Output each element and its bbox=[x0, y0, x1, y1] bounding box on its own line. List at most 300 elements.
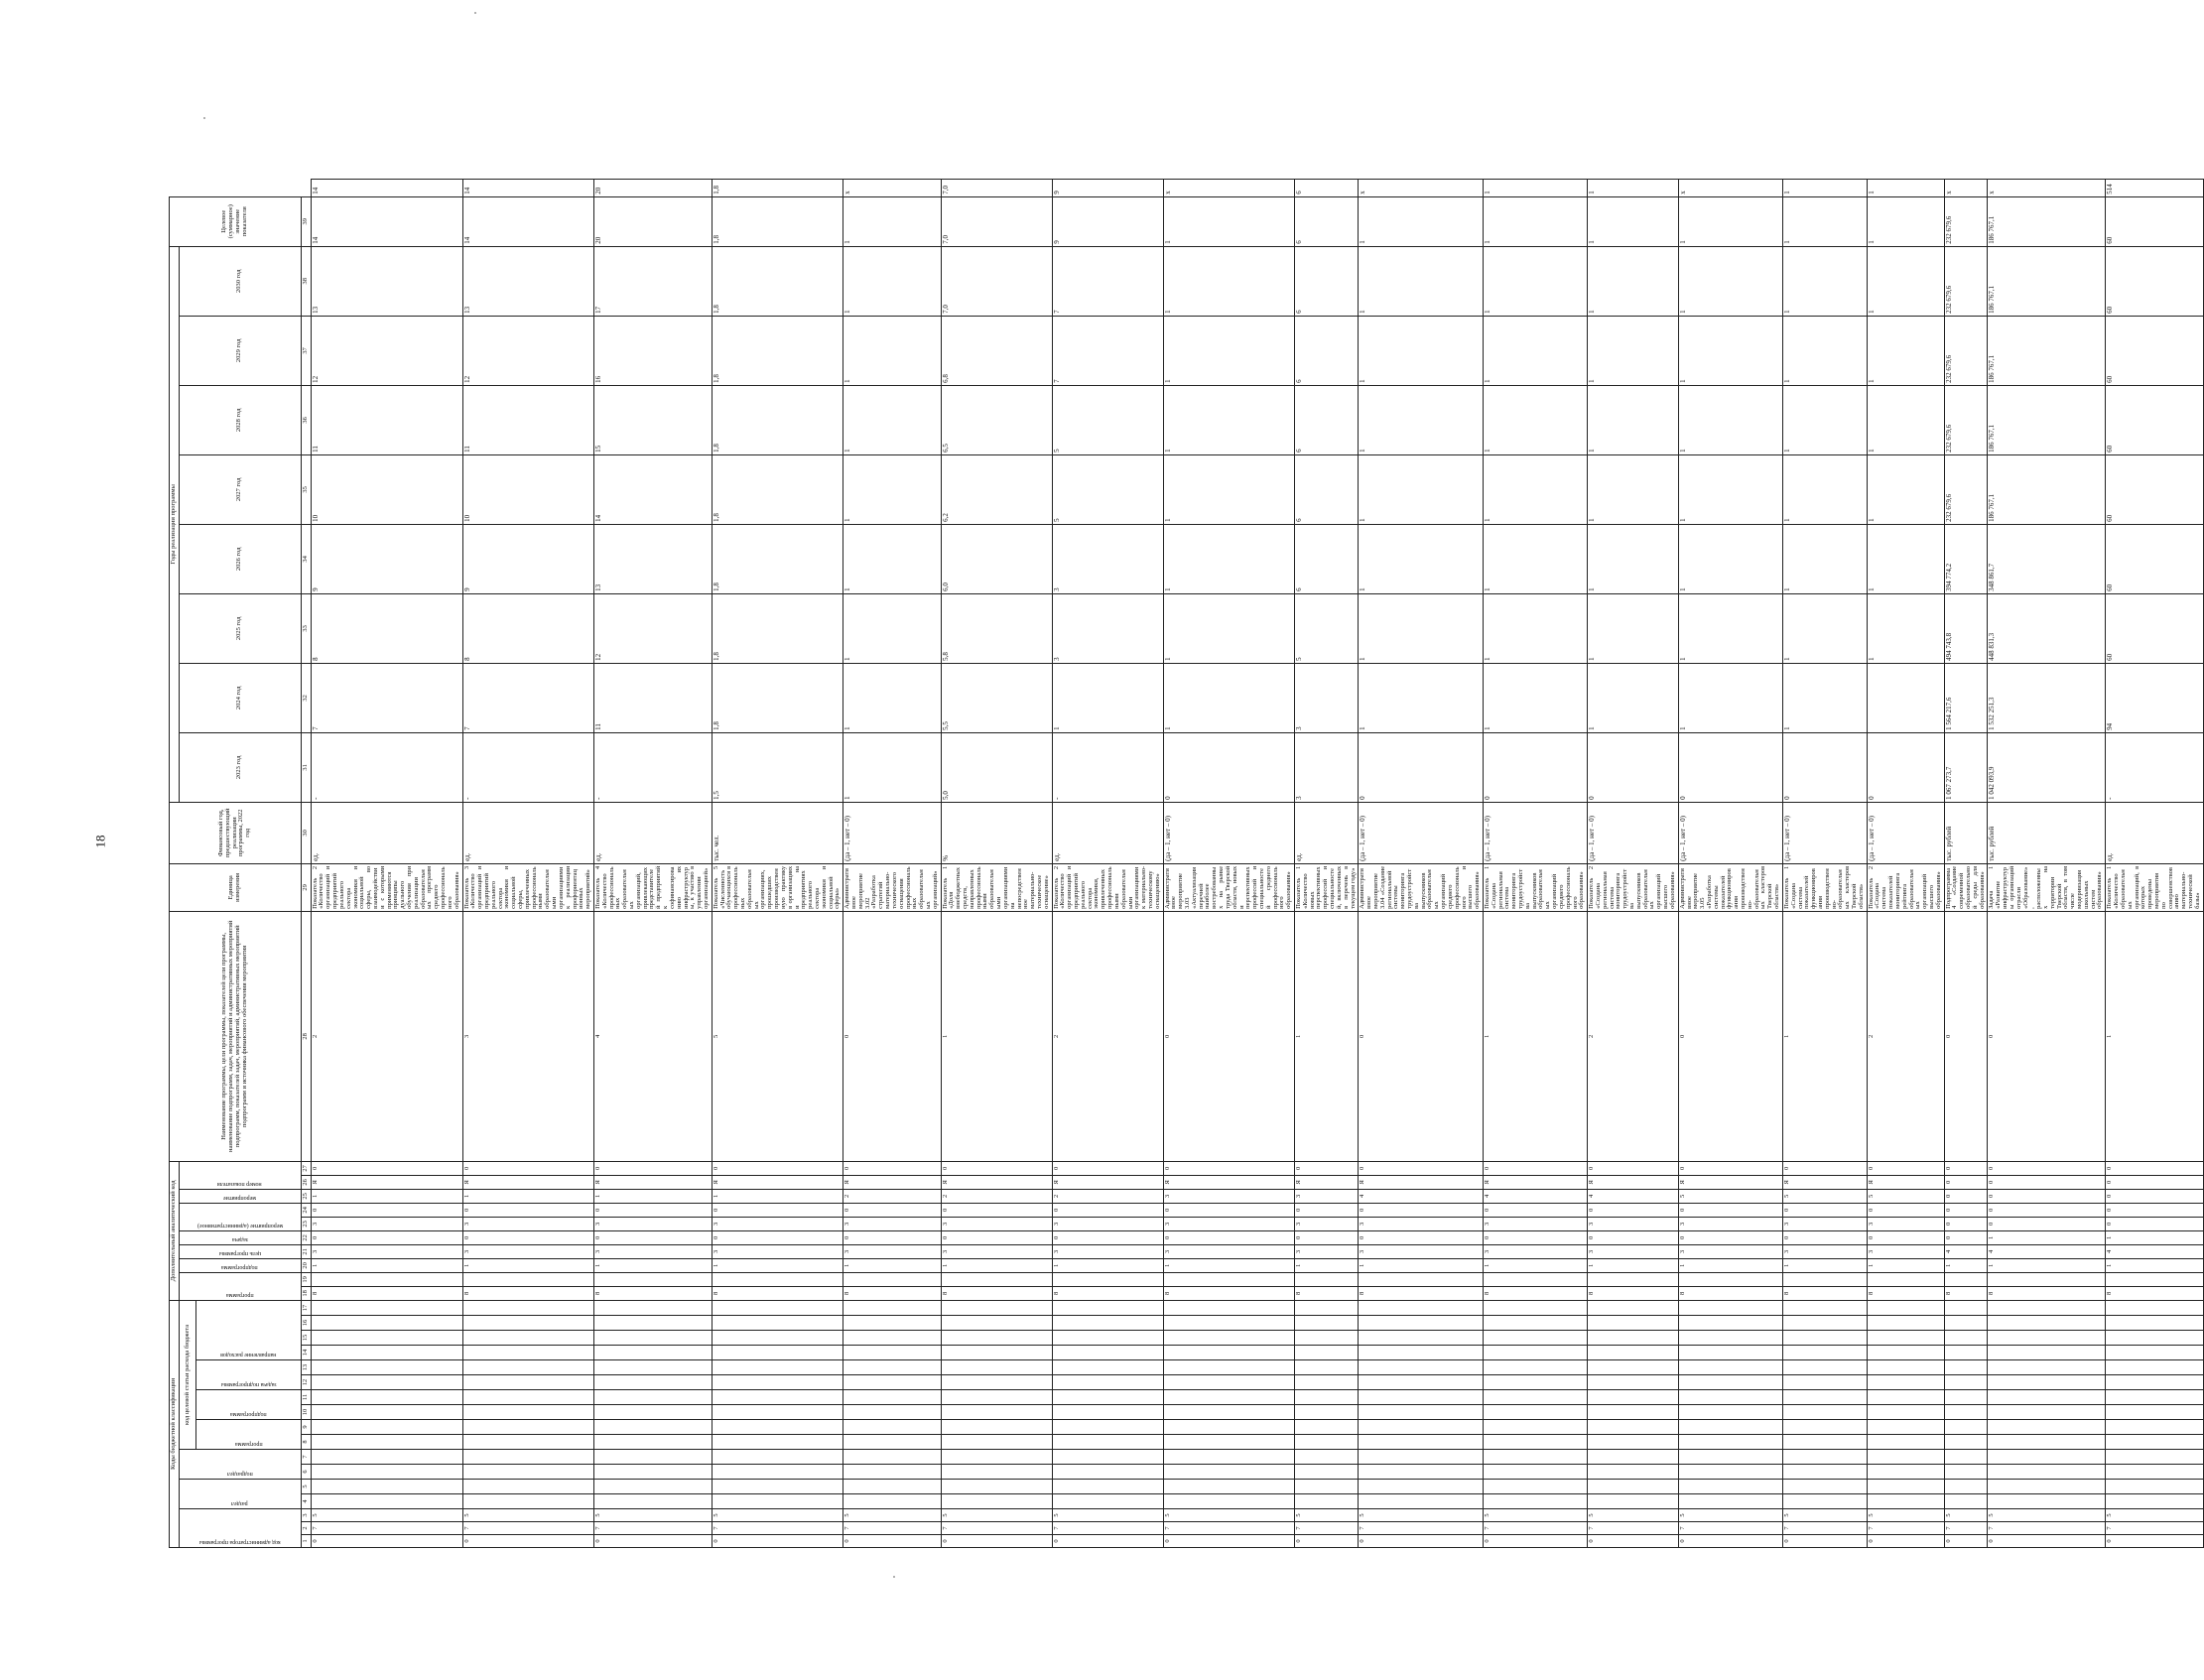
code-cell bbox=[941, 1420, 1052, 1435]
table-row bbox=[1867, 180, 1944, 1548]
year-value-cell: 1 bbox=[1678, 246, 1782, 316]
code-cell bbox=[2106, 1435, 2203, 1450]
column-index-cell: 9 bbox=[301, 1420, 311, 1435]
code-cell bbox=[1782, 1300, 1867, 1315]
code-cell bbox=[1944, 1316, 1988, 1331]
code-cell: 8 bbox=[1359, 1286, 1484, 1300]
code-cell: 3 bbox=[1163, 1244, 1294, 1258]
code-cell bbox=[1867, 1480, 1944, 1494]
ex-subprogram-header: подпрограмма bbox=[179, 1258, 301, 1272]
code-cell: 0 bbox=[462, 1230, 593, 1244]
code-cell bbox=[1988, 1272, 2106, 1286]
year-value-cell: 1 bbox=[1678, 663, 1782, 732]
scan-speck bbox=[474, 12, 476, 14]
section-header: раздел bbox=[179, 1480, 301, 1509]
year-value-cell: 6 bbox=[1295, 316, 1359, 385]
table-body bbox=[311, 180, 2203, 1548]
code-cell: 3 bbox=[311, 1217, 462, 1230]
code-cell: 1 bbox=[1163, 1258, 1294, 1272]
code-cell: 2 bbox=[843, 1189, 941, 1203]
unit-column-header: Единица измерения bbox=[170, 863, 302, 911]
column-index-cell: 31 bbox=[301, 732, 311, 802]
unit-cell: % bbox=[941, 802, 1052, 863]
year-value-cell: 1 bbox=[843, 385, 941, 454]
unit-cell: тыс. чел. bbox=[712, 802, 843, 863]
year-value-cell: 7,0 bbox=[941, 246, 1052, 316]
year-value-cell: 13 bbox=[311, 246, 462, 316]
year-value-cell: 6,0 bbox=[941, 524, 1052, 593]
year-value-cell: 10 bbox=[311, 454, 462, 524]
code-cell: 1 bbox=[2106, 1230, 2203, 1244]
code-cell bbox=[1782, 1360, 1867, 1375]
code-cell bbox=[1588, 1435, 1679, 1450]
code-cell: 3 bbox=[1678, 1244, 1782, 1258]
code-cell bbox=[1678, 1405, 1782, 1420]
target-value-cell: 1 bbox=[1483, 180, 1587, 197]
code-cell bbox=[1483, 1360, 1587, 1375]
code-cell: 0 bbox=[1867, 1230, 1944, 1244]
year-value-cell: 494 743,8 bbox=[1944, 593, 1988, 663]
year-value-cell: 94 bbox=[2106, 663, 2203, 732]
code-cell bbox=[1295, 1465, 1359, 1480]
year-value-cell: 1 bbox=[1867, 524, 1944, 593]
code-cell bbox=[1052, 1331, 1163, 1346]
code-cell bbox=[1988, 1300, 2106, 1315]
code-cell bbox=[1163, 1272, 1294, 1286]
scan-speck bbox=[203, 117, 205, 119]
ex-number-header: номер показателя bbox=[179, 1161, 301, 1189]
code-cell: 1 bbox=[1052, 1258, 1163, 1272]
code-cell bbox=[593, 1375, 712, 1390]
code-cell bbox=[311, 1375, 462, 1390]
code-cell: 5 bbox=[311, 1509, 462, 1522]
program-subheader: программа bbox=[196, 1420, 302, 1450]
code-cell bbox=[462, 1450, 593, 1465]
column-index-cell: 23 bbox=[301, 1217, 311, 1230]
code-cell bbox=[1867, 1272, 1944, 1286]
code-cell: 3 bbox=[462, 1217, 593, 1230]
year-value-cell: 6 bbox=[1295, 385, 1359, 454]
indicator-name-cell: Показатель 2 «Количество организаций и предприятий реального сектора экономики, привлеченных профессиональными образовательными организациями к материально-техническому оснащению» bbox=[1052, 863, 1163, 911]
code-cell bbox=[1944, 1272, 1988, 1286]
code-cell: 0 bbox=[311, 1535, 462, 1548]
base-year-value-cell: 0 bbox=[1588, 732, 1679, 802]
code-cell bbox=[1359, 1316, 1484, 1331]
code-cell: 0 bbox=[712, 1203, 843, 1217]
ex-goal-header: цель программы bbox=[179, 1244, 301, 1258]
code-cell: 0 bbox=[1483, 1535, 1587, 1548]
code-cell bbox=[2106, 1331, 2203, 1346]
code-cell bbox=[712, 1494, 843, 1509]
code-cell bbox=[1588, 1450, 1679, 1465]
indicator-name-cell: Административное мероприятие 3.03 «Актуализация перечней наиболее востребованных на рынке труда Тверской области, новых и перспективных профессий и специальностей среднего профессионального образования» bbox=[1163, 863, 1294, 911]
code-cell bbox=[1867, 1465, 1944, 1480]
year-value-cell: 1 bbox=[1678, 196, 1782, 246]
code-cell bbox=[712, 1435, 843, 1450]
code-cell: 0 bbox=[1944, 1535, 1988, 1548]
code-cell bbox=[1944, 1420, 1988, 1435]
budget-codes-header: Коды бюджетной классификации bbox=[170, 1300, 180, 1547]
code-cell bbox=[1359, 1346, 1484, 1360]
code-cell bbox=[311, 1346, 462, 1360]
indicator-name-cell: Подпрограмма 4 «Создание современной образовательной среды для образования» bbox=[1944, 863, 1988, 911]
code-cell: 0 bbox=[1163, 1535, 1294, 1548]
code-cell: 0 bbox=[593, 1535, 712, 1548]
year-value-cell: 20 bbox=[593, 196, 712, 246]
code-cell bbox=[1359, 1360, 1484, 1375]
year-value-cell: 1 bbox=[1782, 454, 1867, 524]
code-cell: 1 bbox=[2106, 1258, 2203, 1272]
code-cell bbox=[1678, 1300, 1782, 1315]
subsection-header: подраздел bbox=[179, 1450, 301, 1480]
code-cell: 0 bbox=[1944, 1189, 1988, 1203]
indicator-name-cell: Показатель 1 «Количество образовательных организаций, в которых проведены мероприятия по совершенствованию материально-технической базы» bbox=[2106, 863, 2203, 911]
target-value-cell: 1 bbox=[1867, 180, 1944, 197]
code-cell bbox=[1867, 1300, 1944, 1315]
code-cell bbox=[462, 1465, 593, 1480]
code-cell bbox=[1782, 1420, 1867, 1435]
code-cell: 3 bbox=[462, 911, 593, 1161]
code-cell bbox=[941, 1316, 1052, 1331]
code-cell: 0 bbox=[843, 911, 941, 1161]
code-cell: 3 bbox=[462, 1244, 593, 1258]
code-cell bbox=[1295, 1405, 1359, 1420]
year-value-cell: 1 bbox=[1588, 593, 1679, 663]
code-cell bbox=[1359, 1480, 1484, 1494]
code-cell bbox=[311, 1360, 462, 1375]
code-cell: 7 bbox=[593, 1522, 712, 1535]
code-cell: 0 bbox=[1295, 1203, 1359, 1217]
code-cell bbox=[1867, 1494, 1944, 1509]
code-cell: 0 bbox=[2106, 1203, 2203, 1217]
code-cell: 1 bbox=[941, 911, 1052, 1161]
code-cell bbox=[1678, 1346, 1782, 1360]
code-cell: 2 bbox=[1052, 1189, 1163, 1203]
column-index-cell: 30 bbox=[301, 802, 311, 863]
code-cell: 7 bbox=[843, 1522, 941, 1535]
code-cell bbox=[1359, 1331, 1484, 1346]
year-value-cell: 7 bbox=[1052, 316, 1163, 385]
year-value-cell: 5,8 bbox=[941, 593, 1052, 663]
code-cell: 0 bbox=[1052, 1230, 1163, 1244]
code-cell: 0 bbox=[1163, 1203, 1294, 1217]
code-cell bbox=[712, 1405, 843, 1420]
year-value-cell: 60 bbox=[2106, 454, 2203, 524]
code-cell: 0 bbox=[1944, 1175, 1988, 1189]
direction-subheader: направление расходов bbox=[196, 1300, 302, 1359]
code-cell bbox=[1483, 1316, 1587, 1331]
name-column-header: Наименование программы, цели программы, показателей цели программы, наименование подпрограмм, задач, мероприятий и административных мероприятий подпрограмм, показателей задач, мероприятий, административных мероприятий подпрограмм и источника финансового обеспечения мероприятия bbox=[170, 911, 302, 1161]
code-cell bbox=[593, 1272, 712, 1286]
indicator-name-cell: Показатель 2 «Создана система показателей мониторинга рейтинга образовательных организаций высшего образования» bbox=[1867, 863, 1944, 911]
extra-codes-header: Дополнительный аналитический код bbox=[170, 1161, 180, 1300]
code-cell: 1 bbox=[1782, 1258, 1867, 1272]
code-cell bbox=[1678, 1375, 1782, 1390]
code-cell: 1 bbox=[1483, 1258, 1587, 1272]
code-cell: 0 bbox=[1944, 911, 1988, 1161]
code-cell bbox=[1867, 1316, 1944, 1331]
code-cell: 3 bbox=[1295, 1244, 1359, 1258]
code-cell bbox=[1163, 1494, 1294, 1509]
code-cell bbox=[311, 1300, 462, 1315]
code-cell bbox=[1295, 1375, 1359, 1390]
table-row bbox=[1782, 180, 1867, 1548]
code-cell: Я bbox=[1052, 1175, 1163, 1189]
year-value-cell: 1 bbox=[1678, 454, 1782, 524]
code-cell: 2 bbox=[1867, 911, 1944, 1161]
column-index-cell: 35 bbox=[301, 454, 311, 524]
indicator-name-cell: Показатель 4 «Количество профессиональных образовательных организаций, привлекающих представителей предприятий к софинансированию их инфраструктуры, к участию в управлении организацией» bbox=[593, 863, 712, 911]
year-value-cell: 1,8 bbox=[712, 196, 843, 246]
code-cell bbox=[2106, 1316, 2203, 1331]
rotated-table-container bbox=[169, 179, 2201, 1548]
scan-speck bbox=[893, 1576, 895, 1578]
code-cell: 0 bbox=[1483, 1203, 1587, 1217]
base-year-value-cell: 1 067 273,7 bbox=[1944, 732, 1988, 802]
code-cell: 3 bbox=[1678, 1217, 1782, 1230]
code-cell: Я bbox=[1588, 1175, 1679, 1189]
year-value-cell: 1 bbox=[1483, 524, 1587, 593]
code-cell: 0 bbox=[1678, 1230, 1782, 1244]
year-value-cell: 1 bbox=[1483, 454, 1587, 524]
code-cell: 4 bbox=[1483, 1189, 1587, 1203]
table-row bbox=[1163, 180, 1294, 1548]
code-cell: 3 bbox=[1295, 1217, 1359, 1230]
code-cell bbox=[1678, 1316, 1782, 1331]
code-cell bbox=[1163, 1435, 1294, 1450]
table-row bbox=[1944, 180, 1988, 1548]
code-cell: 0 bbox=[2106, 1535, 2203, 1548]
code-cell: 3 bbox=[1867, 1244, 1944, 1258]
code-cell: 1 bbox=[1678, 1258, 1782, 1272]
code-cell: 7 bbox=[311, 1522, 462, 1535]
code-cell bbox=[1867, 1450, 1944, 1465]
code-cell: 0 bbox=[311, 1161, 462, 1175]
code-cell bbox=[593, 1360, 712, 1375]
code-cell bbox=[1782, 1494, 1867, 1509]
code-cell: 8 bbox=[1163, 1286, 1294, 1300]
year-value-cell: 1 bbox=[1359, 663, 1484, 732]
code-cell bbox=[462, 1390, 593, 1405]
code-cell: 8 bbox=[593, 1286, 712, 1300]
code-cell bbox=[311, 1494, 462, 1509]
unit-cell: (да – 1, нет – 0) bbox=[843, 802, 941, 863]
target-value-cell: 14 bbox=[462, 180, 593, 197]
year-value-cell: 1 bbox=[1359, 196, 1484, 246]
code-cell: 3 bbox=[593, 1217, 712, 1230]
code-cell bbox=[1944, 1435, 1988, 1450]
code-cell bbox=[843, 1300, 941, 1315]
code-cell bbox=[712, 1360, 843, 1375]
code-cell bbox=[1483, 1375, 1587, 1390]
code-cell bbox=[462, 1272, 593, 1286]
code-cell bbox=[1867, 1420, 1944, 1435]
code-cell bbox=[1052, 1494, 1163, 1509]
year-value-cell: 5,5 bbox=[941, 663, 1052, 732]
column-index-cell: 13 bbox=[301, 1360, 311, 1375]
code-cell bbox=[843, 1435, 941, 1450]
code-cell: 1 bbox=[2106, 911, 2203, 1161]
code-cell: 5 bbox=[843, 1509, 941, 1522]
code-cell: 0 bbox=[1359, 1535, 1484, 1548]
code-cell: 0 bbox=[593, 1230, 712, 1244]
code-cell: 0 bbox=[1944, 1230, 1988, 1244]
code-cell bbox=[1163, 1390, 1294, 1405]
code-cell: 5 bbox=[1782, 1189, 1867, 1203]
code-cell bbox=[462, 1360, 593, 1375]
year-value-cell: 1,8 bbox=[712, 663, 843, 732]
code-cell: 3 bbox=[1295, 1189, 1359, 1203]
year-value-cell: 1 bbox=[1483, 196, 1587, 246]
code-cell bbox=[1867, 1375, 1944, 1390]
year-value-cell: 1 532 251,3 bbox=[1988, 663, 2106, 732]
code-cell bbox=[1295, 1346, 1359, 1360]
years-group-header: Годы реализации программы bbox=[170, 246, 180, 802]
year-value-cell: 9 bbox=[311, 524, 462, 593]
code-cell bbox=[1052, 1390, 1163, 1405]
column-index-cell: 29 bbox=[301, 863, 311, 911]
code-cell bbox=[1483, 1405, 1587, 1420]
column-index-cell: 15 bbox=[301, 1331, 311, 1346]
code-cell bbox=[1359, 1494, 1484, 1509]
code-cell bbox=[712, 1316, 843, 1331]
year-value-cell: 5 bbox=[1295, 593, 1359, 663]
code-cell bbox=[1588, 1480, 1679, 1494]
code-cell: 1 bbox=[1867, 1258, 1944, 1272]
code-cell: 5 bbox=[1782, 1509, 1867, 1522]
year-value-cell: 1 bbox=[1359, 524, 1484, 593]
code-cell bbox=[2106, 1300, 2203, 1315]
year-2028-header: 2028 год bbox=[179, 385, 301, 454]
code-cell bbox=[1678, 1420, 1782, 1435]
column-index-cell: 17 bbox=[301, 1300, 311, 1315]
year-value-cell: 1 bbox=[1588, 663, 1679, 732]
code-cell bbox=[1359, 1375, 1484, 1390]
year-value-cell: 448 831,3 bbox=[1988, 593, 2106, 663]
code-cell bbox=[462, 1316, 593, 1331]
column-index-cell: 10 bbox=[301, 1405, 311, 1420]
code-cell bbox=[1295, 1480, 1359, 1494]
code-cell: 3 bbox=[1588, 1244, 1679, 1258]
code-cell: 1 bbox=[462, 1189, 593, 1203]
code-cell bbox=[941, 1494, 1052, 1509]
year-value-cell: 1 bbox=[1163, 246, 1294, 316]
code-cell: 8 bbox=[1295, 1286, 1359, 1300]
code-cell: 0 bbox=[1052, 1203, 1163, 1217]
code-cell bbox=[1988, 1480, 2106, 1494]
code-cell bbox=[1483, 1331, 1587, 1346]
column-index-cell: 6 bbox=[301, 1465, 311, 1480]
code-cell bbox=[941, 1480, 1052, 1494]
subprogram-subheader: подпрограмма bbox=[196, 1390, 302, 1420]
table-row bbox=[1588, 180, 1679, 1548]
year-value-cell: 186 767,1 bbox=[1988, 246, 2106, 316]
year-2027-header: 2027 год bbox=[179, 454, 301, 524]
target-value-cell: х bbox=[1163, 180, 1294, 197]
code-cell bbox=[712, 1331, 843, 1346]
code-cell bbox=[462, 1435, 593, 1450]
table-row bbox=[1678, 180, 1782, 1548]
code-cell bbox=[311, 1272, 462, 1286]
code-cell: 0 bbox=[843, 1535, 941, 1548]
code-cell bbox=[843, 1405, 941, 1420]
code-cell bbox=[941, 1331, 1052, 1346]
code-cell: 0 bbox=[1678, 911, 1782, 1161]
year-value-cell: 232 679,6 bbox=[1944, 385, 1988, 454]
code-cell: 5 bbox=[1483, 1509, 1587, 1522]
column-index-cell: 19 bbox=[301, 1272, 311, 1286]
code-cell bbox=[2106, 1420, 2203, 1435]
code-cell bbox=[311, 1390, 462, 1405]
target-article-header: код целевой статьи расхода бюджета bbox=[179, 1300, 195, 1449]
code-cell: 8 bbox=[712, 1286, 843, 1300]
code-cell bbox=[1944, 1346, 1988, 1360]
year-value-cell: 1 bbox=[1359, 385, 1484, 454]
code-cell bbox=[1483, 1272, 1587, 1286]
code-cell: 3 bbox=[1867, 1217, 1944, 1230]
year-value-cell: 1 bbox=[1588, 524, 1679, 593]
code-cell bbox=[1588, 1272, 1679, 1286]
base-year-value-cell: 0 bbox=[1163, 732, 1294, 802]
code-cell bbox=[941, 1300, 1052, 1315]
code-cell: 4 bbox=[1588, 1189, 1679, 1203]
year-value-cell: 1 bbox=[1163, 524, 1294, 593]
code-cell bbox=[1782, 1450, 1867, 1465]
ex-task-header: задача bbox=[179, 1230, 301, 1244]
code-cell bbox=[593, 1450, 712, 1465]
code-cell: 0 bbox=[1988, 1535, 2106, 1548]
code-cell bbox=[1588, 1316, 1679, 1331]
year-value-cell: 1,8 bbox=[712, 246, 843, 316]
code-cell bbox=[462, 1405, 593, 1420]
code-cell: 3 bbox=[1359, 1217, 1484, 1230]
code-cell: 3 bbox=[712, 1244, 843, 1258]
code-cell bbox=[1052, 1346, 1163, 1360]
code-cell: 0 bbox=[1483, 1161, 1587, 1175]
code-cell: Я bbox=[1483, 1175, 1587, 1189]
code-cell bbox=[2106, 1390, 2203, 1405]
year-value-cell: 1,8 bbox=[712, 593, 843, 663]
code-cell bbox=[462, 1375, 593, 1390]
code-cell: 7 bbox=[1988, 1522, 2106, 1535]
code-cell: 5 bbox=[593, 1509, 712, 1522]
code-cell bbox=[1782, 1331, 1867, 1346]
code-cell: Я bbox=[1295, 1175, 1359, 1189]
year-value-cell: 1 bbox=[1163, 316, 1294, 385]
column-index-cell: 5 bbox=[301, 1480, 311, 1494]
code-cell bbox=[593, 1346, 712, 1360]
code-cell: 0 bbox=[1988, 1203, 2106, 1217]
code-cell bbox=[1782, 1375, 1867, 1390]
indicator-name-cell: Показатель 1 «Доля внебюджетных средств, направленных профессиональными образовательными организациями на непосредственное материально-техническое оснащение» bbox=[941, 863, 1052, 911]
year-value-cell: 8 bbox=[462, 593, 593, 663]
code-cell: 5 bbox=[462, 1509, 593, 1522]
indicator-name-cell: Задача 1 «Развитие инфраструктуры организаций отрасли «Образование», расположенных на территории Тверской области, в том числе модернизация школьных систем образования» bbox=[1988, 863, 2106, 911]
year-value-cell: 1 bbox=[1163, 385, 1294, 454]
year-value-cell: 394 774,2 bbox=[1944, 524, 1988, 593]
code-cell bbox=[1483, 1300, 1587, 1315]
year-value-cell: 1 bbox=[843, 246, 941, 316]
year-value-cell: 1 bbox=[1782, 246, 1867, 316]
code-cell: 5 bbox=[1988, 1509, 2106, 1522]
code-cell: 2 bbox=[941, 1189, 1052, 1203]
code-cell bbox=[1988, 1316, 2106, 1331]
year-value-cell: 1 bbox=[1588, 316, 1679, 385]
code-cell: 8 bbox=[462, 1286, 593, 1300]
table-row bbox=[941, 180, 1052, 1548]
target-column-header: Целевое (суммарное) значение показателя bbox=[170, 196, 302, 246]
year-value-cell: 1 bbox=[843, 196, 941, 246]
